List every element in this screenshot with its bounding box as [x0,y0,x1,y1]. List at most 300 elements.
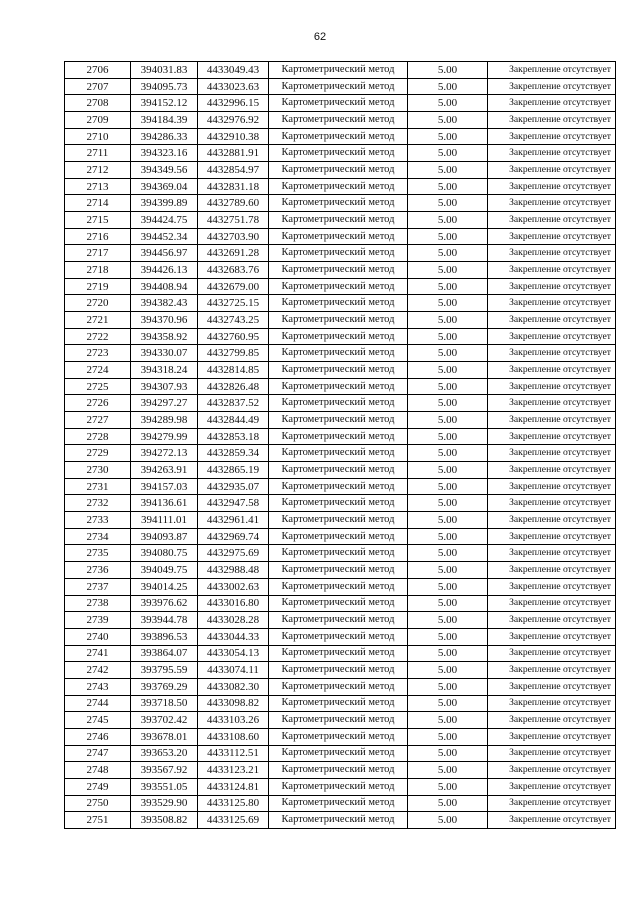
point-number-cell: 2714 [65,195,131,212]
table-row [65,228,616,245]
accuracy-cell: 5.00 [408,462,488,479]
y-coordinate-cell: 4432743.25 [198,312,269,329]
point-number-cell: 2729 [65,445,131,462]
fixing-cell: Закрепление отсутствует [488,628,616,645]
point-number-cell: 2710 [65,128,131,145]
point-number-cell: 2730 [65,462,131,479]
fixing-cell: Закрепление отсутствует [488,578,616,595]
method-cell: Картометрический метод [269,178,408,195]
table-row [65,695,616,712]
x-coordinate-cell: 394426.13 [131,262,198,279]
table-row [65,412,616,429]
accuracy-cell: 5.00 [408,562,488,579]
y-coordinate-cell: 4432854.97 [198,162,269,179]
accuracy-cell: 5.00 [408,112,488,129]
accuracy-cell: 5.00 [408,62,488,79]
x-coordinate-cell: 393567.92 [131,762,198,779]
fixing-cell: Закрепление отсутствует [488,328,616,345]
table-row [65,62,616,79]
fixing-cell: Закрепление отсутствует [488,295,616,312]
accuracy-cell: 5.00 [408,78,488,95]
point-number-cell: 2743 [65,678,131,695]
table-row [65,762,616,779]
y-coordinate-cell: 4432679.00 [198,278,269,295]
method-cell: Картометрический метод [269,295,408,312]
y-coordinate-cell: 4433108.60 [198,728,269,745]
table-row [65,478,616,495]
table-row [65,495,616,512]
fixing-cell: Закрепление отсутствует [488,545,616,562]
point-number-cell: 2707 [65,78,131,95]
fixing-cell: Закрепление отсутствует [488,445,616,462]
accuracy-cell: 5.00 [408,345,488,362]
accuracy-cell: 5.00 [408,162,488,179]
accuracy-cell: 5.00 [408,595,488,612]
x-coordinate-cell: 394263.91 [131,462,198,479]
x-coordinate-cell: 394111.01 [131,512,198,529]
method-cell: Картометрический метод [269,328,408,345]
fixing-cell: Закрепление отсутствует [488,195,616,212]
method-cell: Картометрический метод [269,595,408,612]
method-cell: Картометрический метод [269,262,408,279]
x-coordinate-cell: 394136.61 [131,495,198,512]
accuracy-cell: 5.00 [408,195,488,212]
method-cell: Картометрический метод [269,578,408,595]
accuracy-cell: 5.00 [408,812,488,829]
y-coordinate-cell: 4433028.28 [198,612,269,629]
y-coordinate-cell: 4433044.33 [198,628,269,645]
accuracy-cell: 5.00 [408,362,488,379]
y-coordinate-cell: 4432865.19 [198,462,269,479]
x-coordinate-cell: 394323.16 [131,145,198,162]
y-coordinate-cell: 4432910.38 [198,128,269,145]
fixing-cell: Закрепление отсутствует [488,78,616,95]
table-row [65,145,616,162]
table-row [65,328,616,345]
fixing-cell: Закрепление отсутствует [488,512,616,529]
accuracy-cell: 5.00 [408,478,488,495]
table-row [65,378,616,395]
fixing-cell: Закрепление отсутствует [488,145,616,162]
accuracy-cell: 5.00 [408,795,488,812]
x-coordinate-cell: 393769.29 [131,678,198,695]
table-row [65,662,616,679]
table-row [65,395,616,412]
x-coordinate-cell: 394370.96 [131,312,198,329]
y-coordinate-cell: 4432881.91 [198,145,269,162]
point-number-cell: 2716 [65,228,131,245]
point-number-cell: 2722 [65,328,131,345]
method-cell: Картометрический метод [269,612,408,629]
x-coordinate-cell: 394080.75 [131,545,198,562]
accuracy-cell: 5.00 [408,745,488,762]
y-coordinate-cell: 4432935.07 [198,478,269,495]
point-number-cell: 2731 [65,478,131,495]
table-row [65,262,616,279]
accuracy-cell: 5.00 [408,395,488,412]
y-coordinate-cell: 4433125.69 [198,812,269,829]
point-number-cell: 2742 [65,662,131,679]
method-cell: Картометрический метод [269,812,408,829]
x-coordinate-cell: 394031.83 [131,62,198,79]
page-number: 62 [313,31,327,43]
point-number-cell: 2726 [65,395,131,412]
table-row [65,578,616,595]
y-coordinate-cell: 4432683.76 [198,262,269,279]
fixing-cell: Закрепление отсутствует [488,428,616,445]
x-coordinate-cell: 394382.43 [131,295,198,312]
y-coordinate-cell: 4432751.78 [198,212,269,229]
accuracy-cell: 5.00 [408,728,488,745]
accuracy-cell: 5.00 [408,495,488,512]
fixing-cell: Закрепление отсутствует [488,778,616,795]
y-coordinate-cell: 4432725.15 [198,295,269,312]
x-coordinate-cell: 394289.98 [131,412,198,429]
table-row [65,678,616,695]
y-coordinate-cell: 4432859.34 [198,445,269,462]
accuracy-cell: 5.00 [408,528,488,545]
table-row [65,462,616,479]
y-coordinate-cell: 4432853.18 [198,428,269,445]
table-row [65,278,616,295]
y-coordinate-cell: 4432969.74 [198,528,269,545]
fixing-cell: Закрепление отсутствует [488,362,616,379]
x-coordinate-cell: 394157.03 [131,478,198,495]
point-number-cell: 2733 [65,512,131,529]
point-number-cell: 2732 [65,495,131,512]
point-number-cell: 2739 [65,612,131,629]
fixing-cell: Закрепление отсутствует [488,345,616,362]
method-cell: Картометрический метод [269,678,408,695]
point-number-cell: 2724 [65,362,131,379]
point-number-cell: 2720 [65,295,131,312]
table-row [65,778,616,795]
table-row [65,628,616,645]
x-coordinate-cell: 394279.99 [131,428,198,445]
table-row [65,645,616,662]
y-coordinate-cell: 4432703.90 [198,228,269,245]
table-row [65,545,616,562]
x-coordinate-cell: 394095.73 [131,78,198,95]
y-coordinate-cell: 4433054.13 [198,645,269,662]
table-row [65,178,616,195]
method-cell: Картометрический метод [269,445,408,462]
accuracy-cell: 5.00 [408,695,488,712]
table-row [65,745,616,762]
fixing-cell: Закрепление отсутствует [488,462,616,479]
x-coordinate-cell: 393508.82 [131,812,198,829]
x-coordinate-cell: 394456.97 [131,245,198,262]
point-number-cell: 2745 [65,712,131,729]
method-cell: Картометрический метод [269,245,408,262]
point-number-cell: 2741 [65,645,131,662]
point-number-cell: 2706 [65,62,131,79]
y-coordinate-cell: 4433098.82 [198,695,269,712]
accuracy-cell: 5.00 [408,512,488,529]
point-number-cell: 2718 [65,262,131,279]
fixing-cell: Закрепление отсутствует [488,812,616,829]
method-cell: Картометрический метод [269,112,408,129]
point-number-cell: 2719 [65,278,131,295]
fixing-cell: Закрепление отсутствует [488,262,616,279]
point-number-cell: 2746 [65,728,131,745]
table-row [65,112,616,129]
method-cell: Картометрический метод [269,462,408,479]
point-number-cell: 2737 [65,578,131,595]
method-cell: Картометрический метод [269,212,408,229]
fixing-cell: Закрепление отсутствует [488,62,616,79]
method-cell: Картометрический метод [269,762,408,779]
x-coordinate-cell: 394272.13 [131,445,198,462]
method-cell: Картометрический метод [269,628,408,645]
method-cell: Картометрический метод [269,778,408,795]
method-cell: Картометрический метод [269,545,408,562]
method-cell: Картометрический метод [269,412,408,429]
y-coordinate-cell: 4433002.63 [198,578,269,595]
method-cell: Картометрический метод [269,662,408,679]
y-coordinate-cell: 4433016.80 [198,595,269,612]
table-row [65,595,616,612]
table-row [65,295,616,312]
accuracy-cell: 5.00 [408,678,488,695]
point-number-cell: 2735 [65,545,131,562]
fixing-cell: Закрепление отсутствует [488,212,616,229]
accuracy-cell: 5.00 [408,178,488,195]
x-coordinate-cell: 394369.04 [131,178,198,195]
y-coordinate-cell: 4433125.80 [198,795,269,812]
method-cell: Картометрический метод [269,512,408,529]
point-number-cell: 2712 [65,162,131,179]
x-coordinate-cell: 393976.62 [131,595,198,612]
y-coordinate-cell: 4432844.49 [198,412,269,429]
x-coordinate-cell: 394307.93 [131,378,198,395]
point-number-cell: 2740 [65,628,131,645]
fixing-cell: Закрепление отсутствует [488,695,616,712]
x-coordinate-cell: 394358.92 [131,328,198,345]
fixing-cell: Закрепление отсутствует [488,762,616,779]
y-coordinate-cell: 4432975.69 [198,545,269,562]
fixing-cell: Закрепление отсутствует [488,562,616,579]
y-coordinate-cell: 4432996.15 [198,95,269,112]
fixing-cell: Закрепление отсутствует [488,612,616,629]
accuracy-cell: 5.00 [408,245,488,262]
fixing-cell: Закрепление отсутствует [488,412,616,429]
point-number-cell: 2709 [65,112,131,129]
method-cell: Картометрический метод [269,228,408,245]
method-cell: Картометрический метод [269,562,408,579]
table-row [65,345,616,362]
method-cell: Картометрический метод [269,95,408,112]
method-cell: Картометрический метод [269,695,408,712]
method-cell: Картометрический метод [269,478,408,495]
method-cell: Картометрический метод [269,362,408,379]
accuracy-cell: 5.00 [408,228,488,245]
x-coordinate-cell: 393653.20 [131,745,198,762]
y-coordinate-cell: 4432826.48 [198,378,269,395]
method-cell: Картометрический метод [269,78,408,95]
accuracy-cell: 5.00 [408,645,488,662]
point-number-cell: 2725 [65,378,131,395]
x-coordinate-cell: 393678.01 [131,728,198,745]
table-row [65,195,616,212]
table-row [65,78,616,95]
x-coordinate-cell: 394452.34 [131,228,198,245]
point-number-cell: 2734 [65,528,131,545]
x-coordinate-cell: 394184.39 [131,112,198,129]
y-coordinate-cell: 4433123.21 [198,762,269,779]
fixing-cell: Закрепление отсутствует [488,112,616,129]
accuracy-cell: 5.00 [408,628,488,645]
accuracy-cell: 5.00 [408,295,488,312]
x-coordinate-cell: 393529.90 [131,795,198,812]
x-coordinate-cell: 393718.50 [131,695,198,712]
method-cell: Картометрический метод [269,195,408,212]
x-coordinate-cell: 394399.89 [131,195,198,212]
fixing-cell: Закрепление отсутствует [488,478,616,495]
x-coordinate-cell: 394424.75 [131,212,198,229]
point-number-cell: 2751 [65,812,131,829]
point-number-cell: 2736 [65,562,131,579]
table-row [65,712,616,729]
point-number-cell: 2747 [65,745,131,762]
point-number-cell: 2713 [65,178,131,195]
fixing-cell: Закрепление отсутствует [488,128,616,145]
x-coordinate-cell: 394349.56 [131,162,198,179]
accuracy-cell: 5.00 [408,578,488,595]
accuracy-cell: 5.00 [408,445,488,462]
y-coordinate-cell: 4433082.30 [198,678,269,695]
accuracy-cell: 5.00 [408,545,488,562]
point-number-cell: 2708 [65,95,131,112]
table-row [65,612,616,629]
y-coordinate-cell: 4432799.85 [198,345,269,362]
y-coordinate-cell: 4432831.18 [198,178,269,195]
y-coordinate-cell: 4433103.26 [198,712,269,729]
x-coordinate-cell: 393896.53 [131,628,198,645]
accuracy-cell: 5.00 [408,428,488,445]
accuracy-cell: 5.00 [408,778,488,795]
method-cell: Картометрический метод [269,645,408,662]
point-number-cell: 2749 [65,778,131,795]
accuracy-cell: 5.00 [408,128,488,145]
accuracy-cell: 5.00 [408,762,488,779]
point-number-cell: 2738 [65,595,131,612]
accuracy-cell: 5.00 [408,328,488,345]
coordinates-table [64,61,616,829]
point-number-cell: 2717 [65,245,131,262]
table-row [65,512,616,529]
accuracy-cell: 5.00 [408,212,488,229]
table-row [65,795,616,812]
method-cell: Картометрический метод [269,145,408,162]
y-coordinate-cell: 4432947.58 [198,495,269,512]
table-row [65,128,616,145]
point-number-cell: 2711 [65,145,131,162]
fixing-cell: Закрепление отсутствует [488,228,616,245]
point-number-cell: 2748 [65,762,131,779]
fixing-cell: Закрепление отсутствует [488,728,616,745]
point-number-cell: 2728 [65,428,131,445]
x-coordinate-cell: 393551.05 [131,778,198,795]
table-row [65,162,616,179]
y-coordinate-cell: 4433074.11 [198,662,269,679]
method-cell: Картометрический метод [269,528,408,545]
accuracy-cell: 5.00 [408,412,488,429]
x-coordinate-cell: 394330.07 [131,345,198,362]
fixing-cell: Закрепление отсутствует [488,678,616,695]
point-number-cell: 2727 [65,412,131,429]
method-cell: Картометрический метод [269,378,408,395]
y-coordinate-cell: 4432814.85 [198,362,269,379]
accuracy-cell: 5.00 [408,712,488,729]
table-row [65,728,616,745]
accuracy-cell: 5.00 [408,278,488,295]
accuracy-cell: 5.00 [408,262,488,279]
fixing-cell: Закрепление отсутствует [488,162,616,179]
method-cell: Картометрический метод [269,62,408,79]
accuracy-cell: 5.00 [408,312,488,329]
table-body [65,62,616,829]
accuracy-cell: 5.00 [408,95,488,112]
method-cell: Картометрический метод [269,728,408,745]
fixing-cell: Закрепление отсутствует [488,245,616,262]
x-coordinate-cell: 394318.24 [131,362,198,379]
x-coordinate-cell: 394049.75 [131,562,198,579]
fixing-cell: Закрепление отсутствует [488,278,616,295]
table-row [65,245,616,262]
table-row [65,362,616,379]
fixing-cell: Закрепление отсутствует [488,595,616,612]
y-coordinate-cell: 4433049.43 [198,62,269,79]
fixing-cell: Закрепление отсутствует [488,395,616,412]
fixing-cell: Закрепление отсутствует [488,178,616,195]
y-coordinate-cell: 4432988.48 [198,562,269,579]
table-row [65,528,616,545]
x-coordinate-cell: 393795.59 [131,662,198,679]
point-number-cell: 2721 [65,312,131,329]
method-cell: Картометрический метод [269,278,408,295]
y-coordinate-cell: 4433112.51 [198,745,269,762]
fixing-cell: Закрепление отсутствует [488,662,616,679]
y-coordinate-cell: 4432789.60 [198,195,269,212]
x-coordinate-cell: 393864.07 [131,645,198,662]
x-coordinate-cell: 394014.25 [131,578,198,595]
fixing-cell: Закрепление отсутствует [488,378,616,395]
fixing-cell: Закрепление отсутствует [488,312,616,329]
x-coordinate-cell: 394297.27 [131,395,198,412]
x-coordinate-cell: 394152.12 [131,95,198,112]
y-coordinate-cell: 4432976.92 [198,112,269,129]
y-coordinate-cell: 4432760.95 [198,328,269,345]
fixing-cell: Закрепление отсутствует [488,528,616,545]
method-cell: Картометрический метод [269,162,408,179]
method-cell: Картометрический метод [269,495,408,512]
fixing-cell: Закрепление отсутствует [488,645,616,662]
table-row [65,312,616,329]
method-cell: Картометрический метод [269,428,408,445]
x-coordinate-cell: 394408.94 [131,278,198,295]
y-coordinate-cell: 4433023.63 [198,78,269,95]
fixing-cell: Закрепление отсутствует [488,795,616,812]
table-row [65,428,616,445]
accuracy-cell: 5.00 [408,662,488,679]
fixing-cell: Закрепление отсутствует [488,495,616,512]
y-coordinate-cell: 4432837.52 [198,395,269,412]
x-coordinate-cell: 394286.33 [131,128,198,145]
y-coordinate-cell: 4433124.81 [198,778,269,795]
table-row [65,562,616,579]
point-number-cell: 2723 [65,345,131,362]
